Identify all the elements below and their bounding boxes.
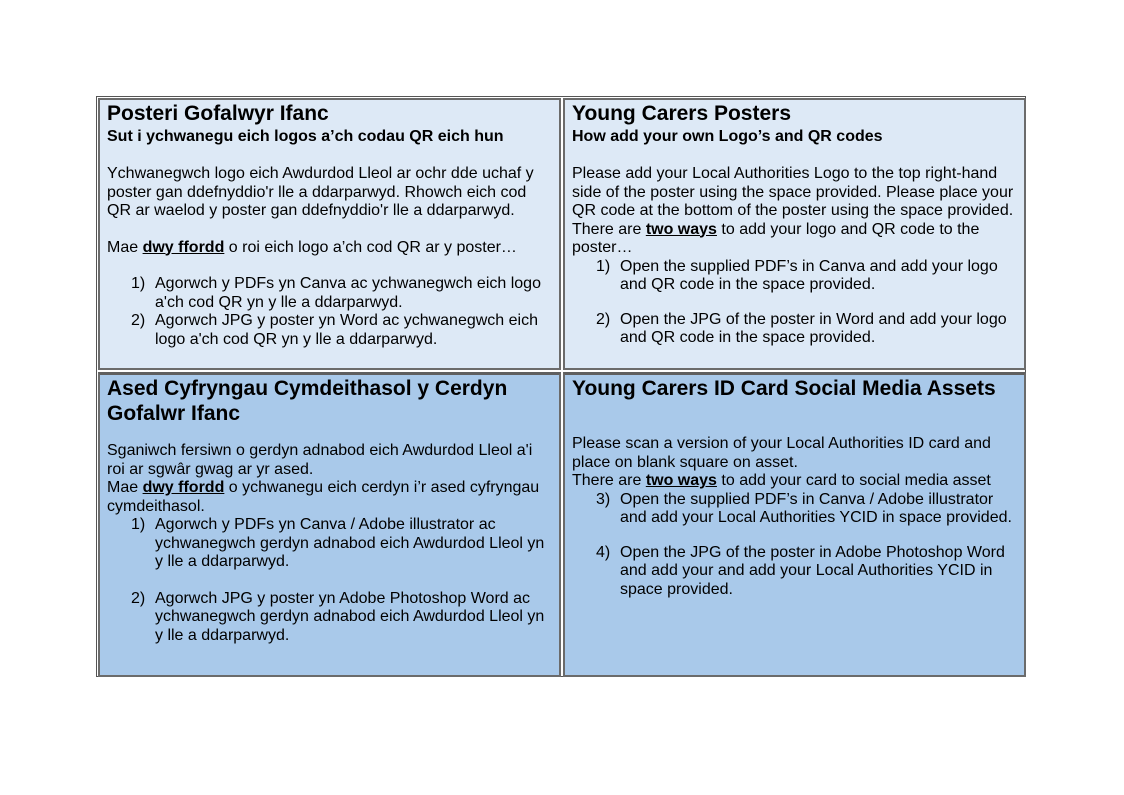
list-item: 1) Agorwch y PDFs yn Canva ac ychwanegwch eich logo a'ch cod QR yn y lle a ddarparwyd. <box>131 275 541 311</box>
ways-emphasis: dwy ffordd <box>142 238 225 256</box>
cell-welsh-posters <box>98 98 561 370</box>
steps-list <box>107 275 552 349</box>
ways-emphasis: two ways <box>645 220 717 238</box>
steps-list <box>572 491 1017 600</box>
ways-line: Mae dwy ffordd o roi eich logo a’ch cod QR ar y poster… <box>107 238 517 256</box>
list-item: 2) Agorwch JPG y poster yn Word ac ychwanegwch eich logo a'ch cod QR yn y lle a ddarparwyd. <box>131 312 538 348</box>
cell-title: Posteri Gofalwyr Ifanc <box>107 102 329 125</box>
cell-english-idcard <box>563 372 1026 677</box>
ways-line: There are two ways to add your logo and QR code to the poster… <box>572 220 980 256</box>
cell-title: Ased Cyfryngau Cymdeithasol y Cerdyn Gofalwr Ifanc <box>107 377 508 425</box>
cell-welsh-idcard <box>98 372 561 677</box>
list-item: 3) Open the supplied PDF’s in Canva / Adobe illustrator and add your Local Authorities YCID in space provided. <box>596 490 1012 526</box>
list-item: 1) Agorwch y PDFs yn Canva / Adobe illustrator ac ychwanegwch gerdyn adnabod eich Awdurdod Lleol yn y lle a ddarparwyd. <box>131 516 545 570</box>
list-item: 2) Agorwch JPG y poster yn Adobe Photoshop Word ac ychwanegwch gerdyn adnabod eich Awdurdod Lleol yn y lle a ddarparwyd. <box>131 589 545 644</box>
cell-title: Young Carers ID Card Social Media Assets <box>572 377 996 400</box>
steps-list <box>107 516 552 645</box>
list-item: 1) Open the supplied PDF’s in Canva and add your logo and QR code in the space provided. <box>596 257 998 293</box>
cell-title: Young Carers Posters <box>572 102 792 125</box>
cell-english-posters <box>563 98 1026 370</box>
cell-subtitle: How add your own Logo’s and QR codes <box>572 128 883 145</box>
ways-line: Mae dwy ffordd o ychwanegu eich cerdyn i’r ased cyfryngau cymdeithasol. <box>107 479 540 515</box>
cell-intro: Ychwanegwch logo eich Awdurdod Lleol ar ochr dde uchaf y poster gan ddefnyddio'r lle a ddarparwyd. Rhowch eich cod QR ar waelod y poster gan ddefnyddio'r lle a ddarparwyd. <box>107 165 534 219</box>
ways-line: There are two ways to add your card to social media asset <box>572 472 991 489</box>
cell-intro: Please add your Local Authorities Logo to the top right-hand side of the poster using the space provided. Please place your QR code at the bottom of the poster using the space provided. <box>572 165 1014 219</box>
cell-intro: Please scan a version of your Local Authorities ID card and place on blank square on asset. <box>572 435 991 471</box>
cell-intro: Sganiwch fersiwn o gerdyn adnabod eich Awdurdod Lleol a'i roi ar sgwâr gwag ar yr ased. <box>107 442 533 478</box>
instructions-table <box>96 96 1026 677</box>
list-item: 2) Open the JPG of the poster in Word and add your logo and QR code in the space provided. <box>596 310 1007 346</box>
list-item: 4) Open the JPG of the poster in Adobe Photoshop Word and add your and add your Local Authorities YCID in space provided. <box>596 543 1005 598</box>
steps-list <box>572 258 1017 348</box>
cell-subtitle: Sut i ychwanegu eich logos a’ch codau QR eich hun <box>107 128 504 145</box>
ways-emphasis: two ways <box>645 472 717 489</box>
ways-emphasis: dwy ffordd <box>142 479 225 496</box>
